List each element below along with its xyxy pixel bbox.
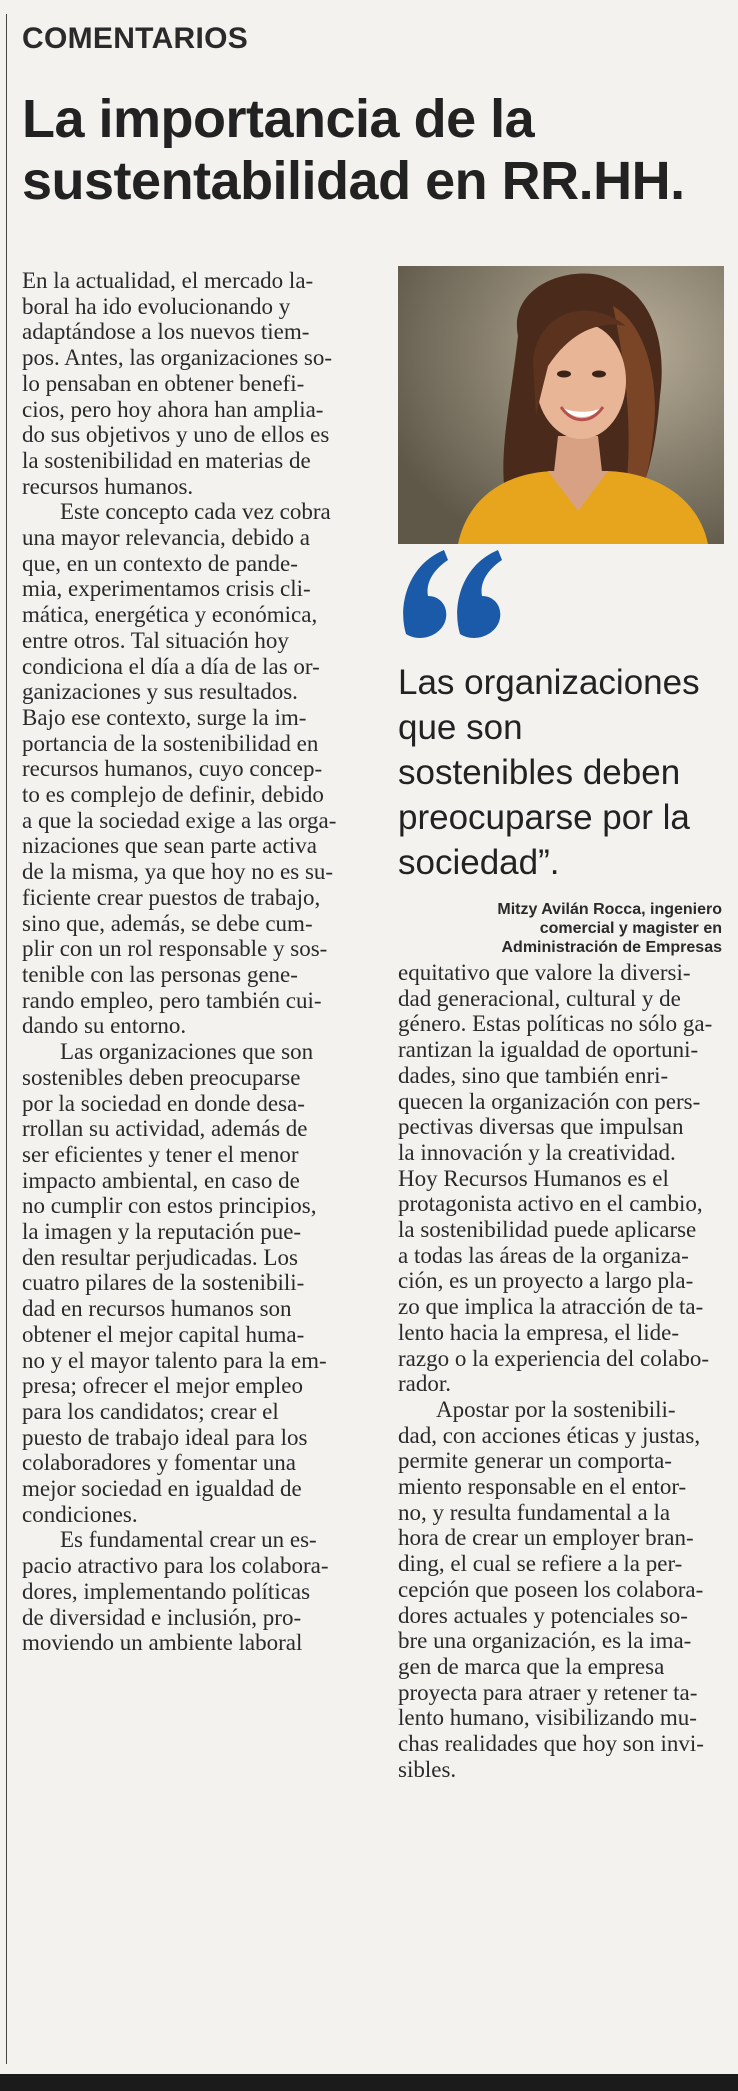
paragraph: Es fundamental crear un es- pacio atractivo para los colabora- dores, implementando políticas de diversidad e inclusión, pro- moviendo un ambiente laboral (22, 1527, 329, 1656)
paragraph: Apostar por la sostenibili- dad, con acciones éticas y justas, permite generar un comporta- miento responsable en el entor- no, y resulta fundamental a la hora de crear un employer bran- ding, el cual se refiere a la per- cepción que poseen los colabora- dores actuales y potenciales so- bre una organización, es la ima- gen de marca que la empresa proyecta para atraer y retener ta- lento humano, visibilizando mu- chas realidades que hoy son invi- sibles. (398, 1396, 704, 1782)
portrait-photo-icon (398, 266, 724, 544)
paragraph: equitativo que valore la diversi- dad generacional, cultural y de género. Estas políticas no sólo ga- rantizan la igualdad de oportuni- dades, sino que también enri- quecen la organización con pers- pectivas diversas que impulsan la innovación y la creatividad. Hoy Recursos Humanos es el protagonista activo en el cambio, la sostenibilidad puede aplicarse a todas las áreas de la organiza- ción, es un proyecto a largo pla- zo que implica la atracción de ta- lento hacia la empresa, el lide- razgo o la experiencia del colabo- rador. (398, 960, 713, 1397)
quote-byline: Mitzy Avilán Rocca, ingeniero comercial y magister en Administración de Empresas (497, 901, 722, 956)
paragraph: En la actualidad, el mercado la- boral ha ido evolucionando y adaptándose a los nuevos tiem- pos. Antes, las organizaciones so- lo pensaban en obtener benefi- cios, pero hoy ahora han amplia- do sus objetivos y uno de ellos es la sostenibilidad en materias de recursos humanos. (22, 268, 333, 499)
pull-quote: Las organizaciones que son sostenibles deben preocuparse por la sociedad”. (398, 663, 700, 882)
paragraph: Las organizaciones que son sostenibles deben preocuparse por la sociedad en donde desa- rrollan su actividad, además de ser eficientes y tener el menor impacto ambiental, en caso de no cumplir con estos principios, la imagen y la reputación pue- den resultar perjudicadas. Los cuatro pilares de la sostenibili- dad en recursos humanos son obtener el mejor capital huma- no y el mayor talento para la em- presa; ofrecer el mejor empleo para los candidatos; crear el puesto de trabajo ideal para los colaboradores y fomentar una mejor sociedad en igualdad de condiciones. (22, 1039, 327, 1527)
quote-mark-icon (398, 548, 508, 638)
left-column (22, 268, 374, 1656)
bottom-bar (0, 2074, 738, 2091)
section-label: COMENTARIOS (22, 22, 249, 55)
paragraph: Este concepto cada vez cobra una mayor relevancia, debido a que, en un contexto de pande- mia, experimentamos crisis cli- mática, energética y económica, entre otros. Tal situación hoy condiciona el día a día de las or- ganizaciones y sus resultados. Bajo ese contexto, surge la im- portancia de la sostenibilidad en recursos humanos, cuyo concep- to es complejo de definir, debido a que la sociedad exige a las orga- nizaciones que sean parte activa de la misma, ya que hoy no es su- ficiente crear puestos de trabajo, sino que, además, se debe cum- plir con un rol responsable y sos- tenible con las personas gene- rando empleo, pero también cui- dando su entorno. (22, 499, 337, 1039)
author-photo (398, 266, 724, 544)
right-column (398, 960, 724, 1783)
column-rule (6, 14, 7, 2064)
article-headline: La importancia de la sustentabilidad en RR.HH. (22, 89, 685, 211)
